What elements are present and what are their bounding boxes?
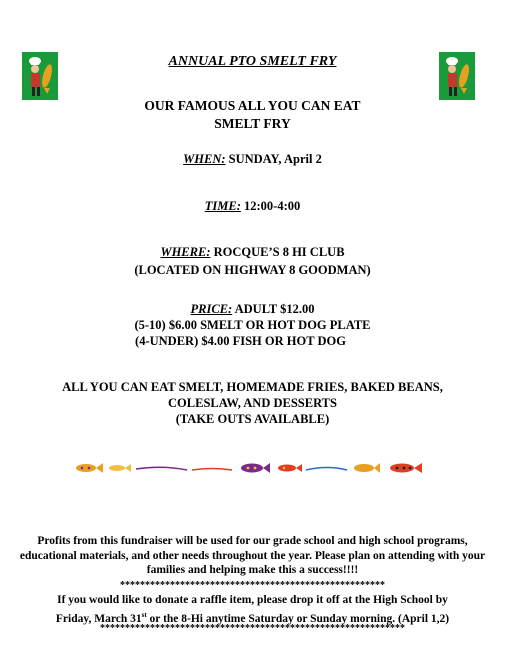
profits-line-2: educational materials, and other needs throughout the year. Please plan on attending with your: [19, 549, 486, 562]
where-line-1: [0, 243, 505, 261]
raffle-line-2-b: or the 8-Hi anytime Saturday or Sunday morning. (April 1,2): [146, 612, 450, 625]
price-line-2: (5-10) $6.00 SMELT OR HOT DOG PLATE: [134, 318, 371, 332]
raffle-line-2-sup: st: [141, 610, 147, 619]
page-title: ANNUAL PTO SMELT FRY: [168, 54, 337, 69]
profits-block: [0, 534, 505, 578]
profits-line-3: families and helping make this a success!!!!: [146, 564, 359, 576]
price-label: PRICE:: [190, 302, 233, 316]
time-label: TIME:: [204, 199, 241, 213]
profits-line-1: Profits from this fundraiser will be used for our grade school and high school programs,: [37, 535, 468, 547]
headline: [0, 97, 505, 133]
menu-block: [0, 379, 505, 427]
raffle-line-1: If you would like to donate a raffle item, please drop it off at the High School by: [57, 594, 448, 606]
raffle-block: [0, 593, 505, 626]
menu-line-1: ALL YOU CAN EAT SMELT, HOMEMADE FRIES, BAKED BEANS,: [62, 380, 443, 394]
stars-divider-2: *************************************************************: [100, 623, 405, 634]
menu-line-2: COLESLAW, AND DESSERTS: [168, 396, 337, 410]
when-line: [0, 150, 505, 168]
when-value: SUNDAY, April 2: [228, 152, 322, 166]
headline-line-2: SMELT FRY: [214, 116, 291, 131]
stars-divider-1: *****************************************************: [120, 580, 385, 591]
time-line: [0, 197, 505, 215]
price-line-1: [0, 301, 505, 317]
when-label: WHEN:: [183, 152, 226, 166]
price-line-3: (4-UNDER) $4.00 FISH OR HOT DOG: [135, 334, 346, 348]
where-value: ROCQUE’S 8 HI CLUB: [213, 245, 345, 259]
price-value: ADULT $12.00: [234, 302, 315, 316]
price-block: [0, 301, 505, 349]
menu-line-3: (TAKE OUTS AVAILABLE): [175, 412, 330, 426]
where-line-2: (LOCATED ON HIGHWAY 8 GOODMAN): [134, 263, 371, 277]
fish-divider-icon: [72, 459, 432, 477]
where-block: [0, 243, 505, 279]
where-label: WHERE:: [160, 245, 211, 259]
time-value: 12:00-4:00: [244, 199, 301, 213]
raffle-line-2-a: Friday, March 31: [55, 612, 142, 625]
headline-line-1: OUR FAMOUS ALL YOU CAN EAT: [144, 98, 361, 113]
